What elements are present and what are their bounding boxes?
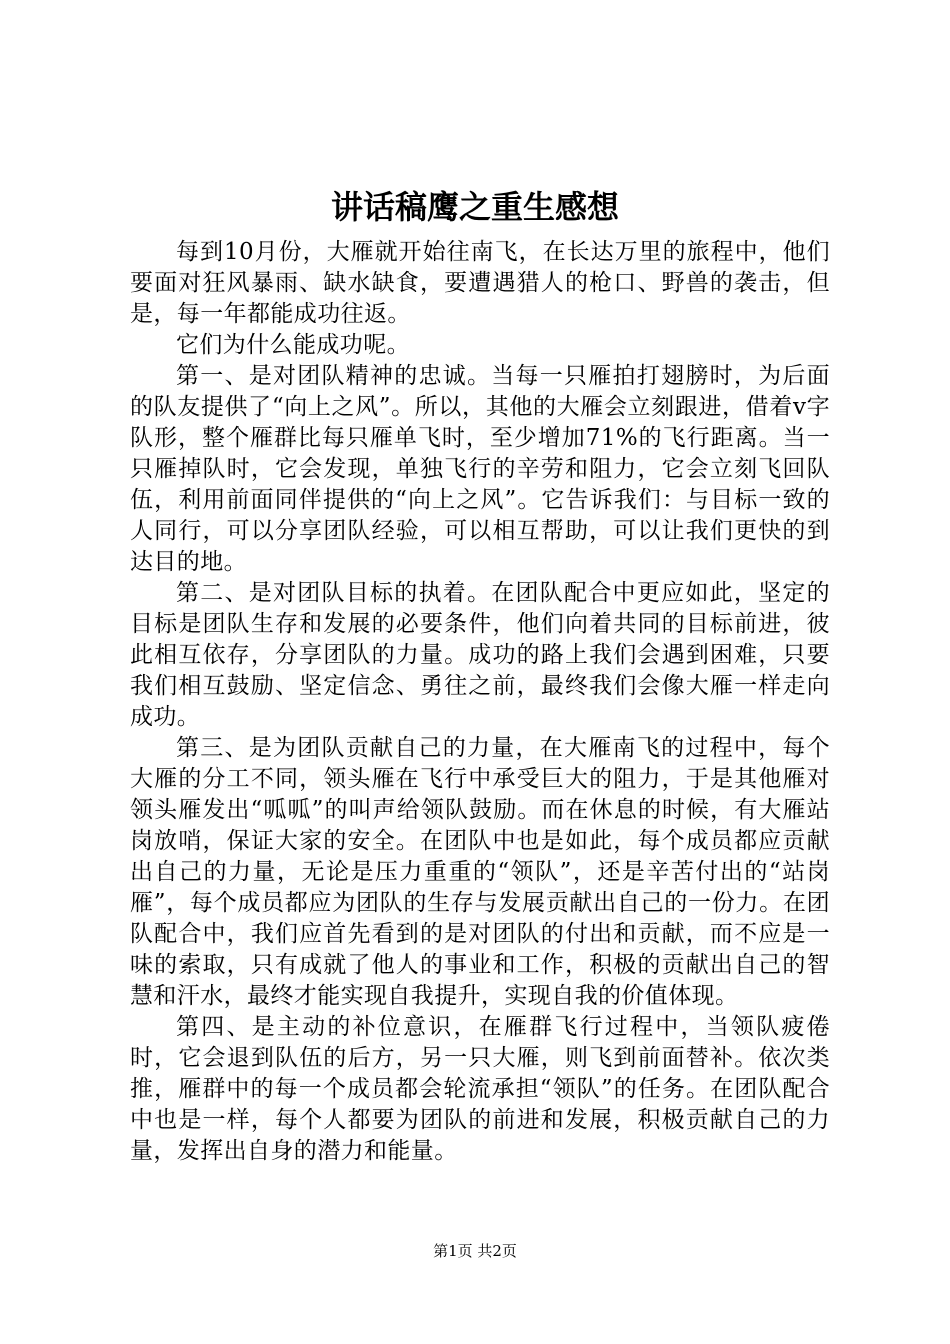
page-number-footer: 第1页 共2页 — [433, 1242, 517, 1260]
document-body — [130, 237, 830, 1167]
paragraph-fourth: 第四、是主动的补位意识，在雁群飞行过程中，当领队疲倦时，它会退到队伍的后方，另一只大雁，则飞到前面替补。依次类推，雁群中的每一个成员都会轮流承担“领队”的任务。在团队配合中也是一样，每个人都要为团队的前进和发展，积极贡献自己的力量，发挥出自身的潜力和能量。 — [130, 1014, 830, 1164]
paragraph-intro: 每到10月份，大雁就开始往南飞，在长达万里的旅程中，他们要面对狂风暴雨、缺水缺食，要遭遇猎人的枪口、野兽的袭击，但是，每一年都能成功往返。 — [130, 239, 830, 327]
document-title: 讲话稿鹰之重生感想 — [330, 188, 619, 226]
paragraph-first: 第一、是对团队精神的忠诚。当每一只雁拍打翅膀时，为后面的队友提供了“向上之风”。所以，其他的大雁会立刻跟进，借着v字队形，整个雁群比每只雁单飞时，至少增加71%的飞行距离。当一只雁掉队时，它会发现，单独飞行的辛劳和阻力，它会立刻飞回队伍，利用前面同伴提供的“向上之风”。它告诉我们：与目标一致的人同行，可以分享团队经验，可以相互帮助，可以让我们更快的到达目的地。 — [130, 363, 830, 575]
paragraph-question: 它们为什么能成功呢。 — [176, 332, 410, 358]
paragraph-second: 第二、是对团队目标的执着。在团队配合中更应如此，坚定的目标是团队生存和发展的必要条件，他们向着共同的目标前进，彼此相互依存，分享团队的力量。成功的路上我们会遇到困难，只要我们相互鼓励、坚定信念、勇往之前，最终我们会像大雁一样走向成功。 — [130, 580, 830, 730]
paragraph-third: 第三、是为团队贡献自己的力量，在大雁南飞的过程中，每个大雁的分工不同，领头雁在飞行中承受巨大的阻力，于是其他雁对领头雁发出“呱呱”的叫声给领队鼓励。而在休息的时候，有大雁站岗放哨，保证大家的安全。在团队中也是如此，每个成员都应贡献出自己的力量，无论是压力重重的“领队”，还是辛苦付出的“站岗雁”，每个成员都应为团队的生存与发展贡献出自己的一份力。在团队配合中，我们应首先看到的是对团队的付出和贡献，而不应是一味的索取，只有成就了他人的事业和工作，积极的贡献出自己的智慧和汗水，最终才能实现自我提升，实现自我的价值体现。 — [130, 735, 830, 1009]
